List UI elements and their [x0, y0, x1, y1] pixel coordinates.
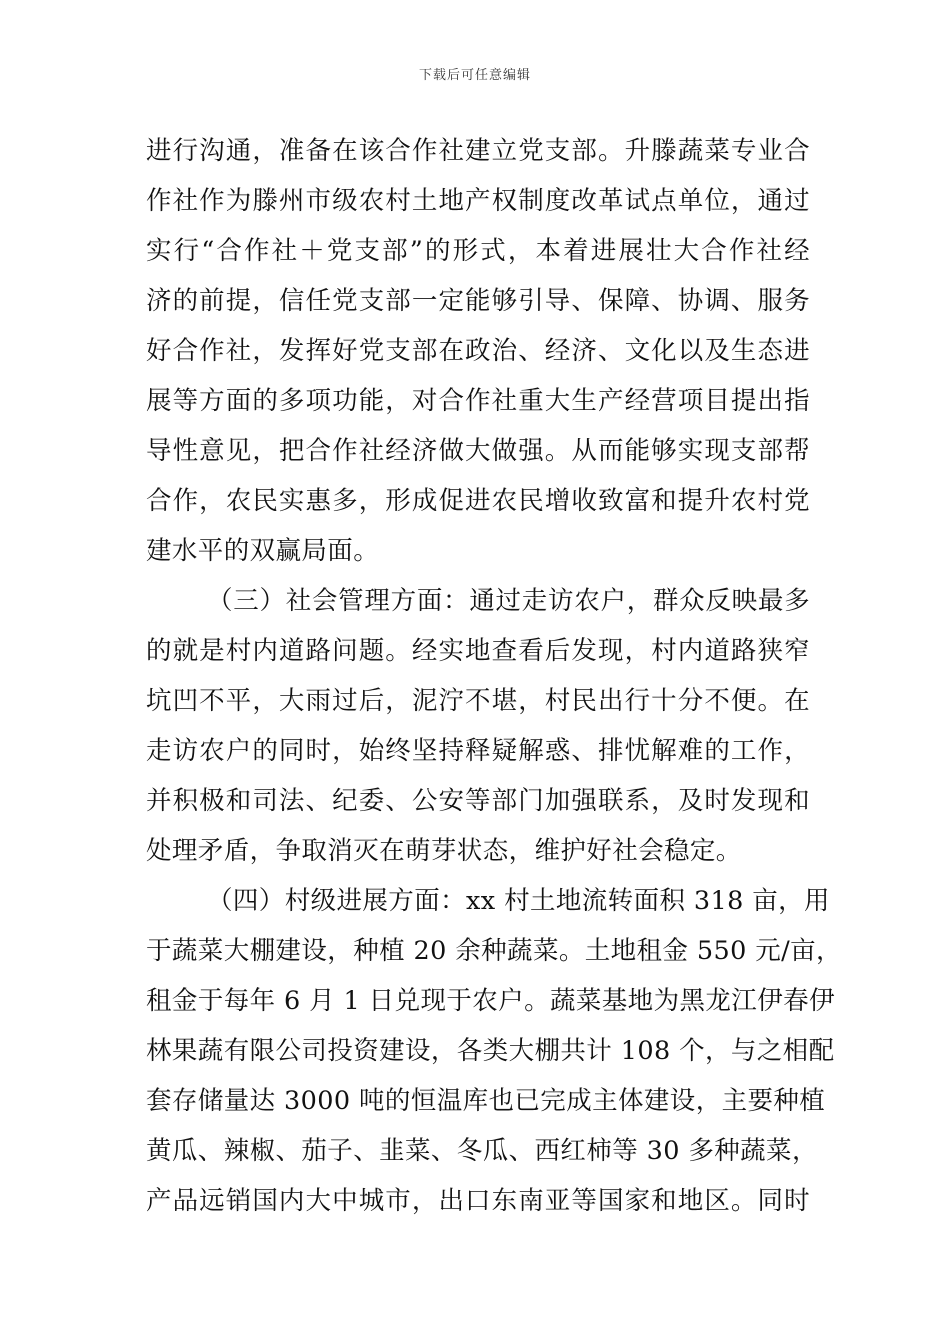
text-line: 套存储量达 3000 吨的恒温库也已完成主体建设，主要种植	[146, 1086, 826, 1116]
text-line: 林果蔬有限公司投资建设，各类大棚共计 108 个，与之相配	[146, 1036, 835, 1066]
text-line: 走访农户的同时，始终坚持释疑解惑、排忧解难的工作，	[146, 736, 810, 766]
text-line: 展等方面的多项功能，对合作社重大生产经营项目提出指	[146, 386, 810, 416]
text-line: 进行沟通，准备在该合作社建立党支部。升滕蔬菜专业合	[146, 136, 810, 166]
text-line: 于蔬菜大棚建设，种植 20 余种蔬菜。土地租金 550 元/亩，	[146, 936, 842, 966]
text-line: 坑凹不平，大雨过后，泥泞不堪，村民出行十分不便。在	[146, 686, 810, 716]
text-line: 的就是村内道路问题。经实地查看后发现，村内道路狭窄	[146, 636, 810, 666]
text-line: 黄瓜、辣椒、茄子、韭菜、冬瓜、西红柿等 30 多种蔬菜，	[146, 1136, 818, 1166]
text-line: 济的前提，信任党支部一定能够引导、保障、协调、服务	[146, 286, 810, 316]
text-line: 作社作为滕州市级农村土地产权制度改革试点单位，通过	[146, 186, 810, 216]
text-line: 租金于每年 6 月 1 日兑现于农户。蔬菜基地为黑龙江伊春伊	[146, 986, 835, 1016]
document-body	[146, 126, 842, 1226]
text-line: （三）社会管理方面：通过走访农户，群众反映最多	[207, 586, 810, 616]
text-line: 并积极和司法、纪委、公安等部门加强联系，及时发现和	[146, 786, 810, 816]
page-header: 下载后可任意编辑	[418, 68, 531, 83]
text-line: 实行“合作社＋党支部”的形式，本着进展壮大合作社经	[146, 236, 810, 266]
text-line: （四）村级进展方面：xx 村土地流转面积 318 亩，用	[207, 886, 830, 916]
text-line: 处理矛盾，争取消灭在萌芽状态，维护好社会稳定。	[146, 836, 742, 866]
text-line: 建水平的双赢局面。	[146, 536, 380, 566]
text-line: 导性意见，把合作社经济做大做强。从而能够实现支部帮	[146, 436, 810, 466]
text-line: 产品远销国内大中城市，出口东南亚等国家和地区。同时	[146, 1186, 810, 1216]
text-line: 合作，农民实惠多，形成促进农民增收致富和提升农村党	[146, 486, 810, 516]
text-line: 好合作社，发挥好党支部在政治、经济、文化以及生态进	[146, 336, 810, 366]
